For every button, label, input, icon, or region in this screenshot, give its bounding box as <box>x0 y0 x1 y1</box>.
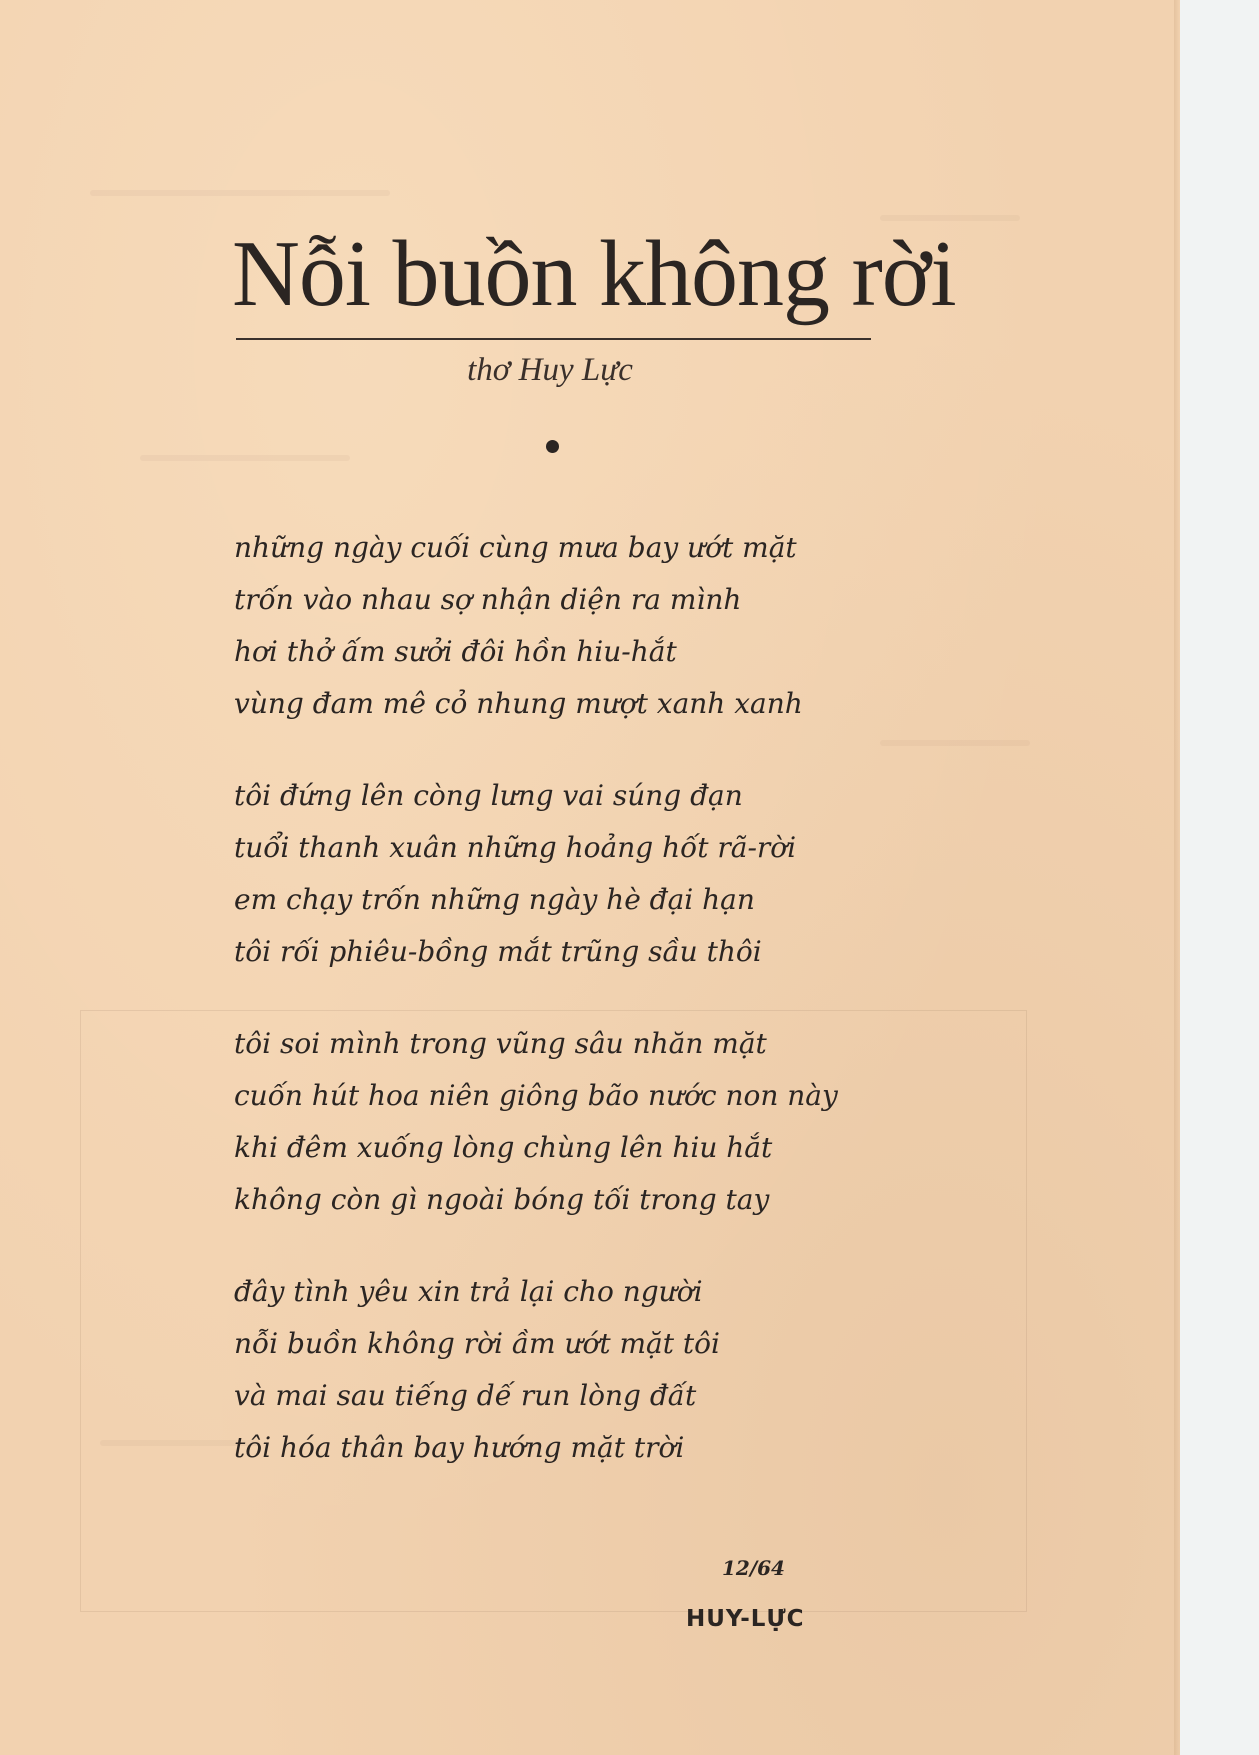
poem-line: tôi soi mình trong vũng sâu nhăn mặt <box>234 1027 767 1060</box>
bullet-ornament <box>546 440 559 453</box>
bleed-through-mark <box>140 455 350 461</box>
author-signature: HUY-LỰC <box>686 1606 805 1632</box>
poem-byline: thơ Huy Lực <box>467 352 633 388</box>
poem-line: vùng đam mê cỏ nhung mượt xanh xanh <box>234 687 803 720</box>
poem-line: đây tình yêu xin trả lại cho người <box>234 1275 703 1308</box>
stanza-4 <box>234 1266 838 1474</box>
poem-line: hơi thở ấm sưởi đôi hồn hiu-hắt <box>234 635 677 668</box>
poem-line: cuốn hút hoa niên giông bão nước non này <box>234 1079 838 1112</box>
bleed-through-mark <box>880 740 1030 746</box>
poem-line: nỗi buồn không rời ầm ướt mặt tôi <box>234 1327 720 1360</box>
poem-line: tôi hóa thân bay hướng mặt trời <box>234 1431 685 1464</box>
title-divider <box>236 338 871 340</box>
poem-date: 12/64 <box>722 1556 785 1580</box>
poem-body <box>234 522 838 1514</box>
poem-line: khi đêm xuống lòng chùng lên hiu hắt <box>234 1131 773 1164</box>
poem-title: Nỗi buồn không rời <box>232 222 956 326</box>
poem-line: tuổi thanh xuân những hoảng hốt rã-rời <box>234 831 797 864</box>
poem-line: em chạy trốn những ngày hè đại hạn <box>234 883 755 916</box>
stanza-2 <box>234 770 838 978</box>
paper-edge-shadow <box>1174 0 1180 1755</box>
bleed-through-mark <box>90 190 390 196</box>
poem-line: tôi đứng lên còng lưng vai súng đạn <box>234 779 743 812</box>
stanza-1 <box>234 522 838 730</box>
poem-line: không còn gì ngoài bóng tối trong tay <box>234 1183 770 1216</box>
poem-line: những ngày cuối cùng mưa bay ướt mặt <box>234 531 797 564</box>
stanza-3 <box>234 1018 838 1226</box>
poem-line: trốn vào nhau sợ nhận diện ra mình <box>234 583 742 616</box>
poem-line: và mai sau tiếng dế run lòng đất <box>234 1379 697 1412</box>
poem-line: tôi rối phiêu-bồng mắt trũng sầu thôi <box>234 935 762 968</box>
